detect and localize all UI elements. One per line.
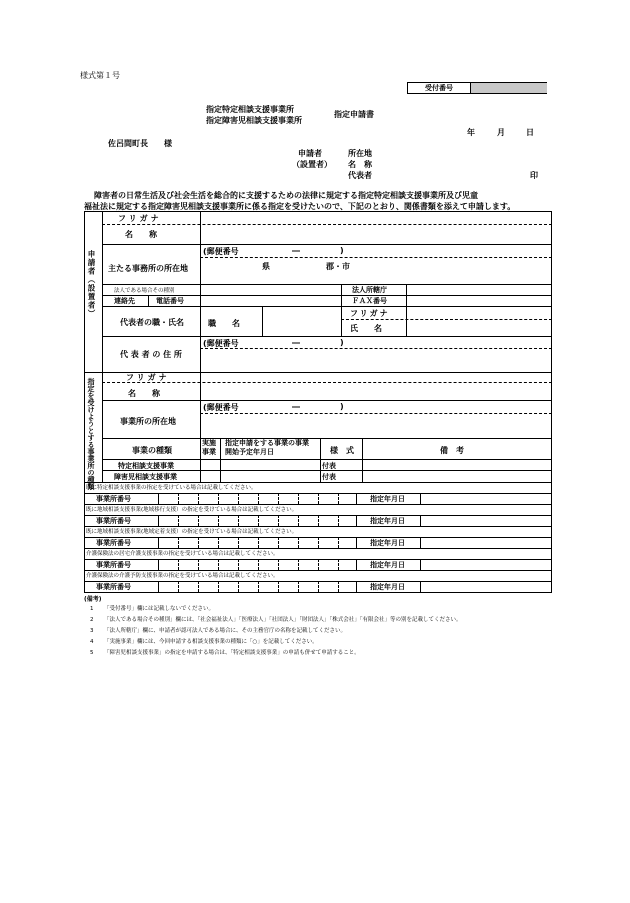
- digit-cell-divider: [218, 559, 219, 570]
- receipt-label: 受付番号: [425, 84, 453, 92]
- date-month: 月: [497, 128, 505, 137]
- digit-cell-divider: [198, 515, 199, 526]
- remarks-header: 備 考: [440, 446, 464, 455]
- digit-cell-divider: [278, 515, 279, 526]
- note-text: 「法人である場合その種別」欄には、「社会福祉法人」「医療法人」「社団法人」「財団法人」「株式会社」「有限会社」等の別を記載してください。: [104, 617, 462, 623]
- note-text: 「障害児相談支援事業」の指定を申請する場合は、「特定相談支援事業」の申請も併せて申請すること。: [104, 650, 360, 656]
- designation-date-label: 指定年月日: [370, 561, 405, 569]
- digit-cell-divider: [178, 515, 179, 526]
- note-text: 「受付番号」欄には記載しないでください。: [104, 606, 215, 612]
- sep3: [200, 257, 552, 258]
- existing-caption: 既に特定相談支援事業の指定を受けている場合は記載してください。: [86, 485, 257, 491]
- addressee: 佐呂間町長 様: [108, 139, 172, 148]
- digit-cell-divider: [238, 581, 239, 592]
- sec1-vertical: 申請者（設置者）: [87, 250, 96, 318]
- sep14: [102, 336, 552, 337]
- digit-cell-divider: [178, 537, 179, 548]
- existing-caption: 既に地域相談支援事業(地域定着支援）の指定を受けている場合は記載してください。: [86, 529, 298, 535]
- digit-cell-divider: [218, 515, 219, 526]
- date-value-divider: [420, 493, 421, 504]
- sep24: [362, 438, 363, 482]
- intro-line2: 福祉法に規定する指定障害児相談支援事業所に係る指定を受けたいので、下記のとおり、関係書類を添えて申請します。: [84, 202, 516, 211]
- sep25: [102, 459, 552, 460]
- prefecture-label: 県: [262, 262, 270, 271]
- implement-header: 実施事業: [202, 439, 216, 456]
- digit-cell-divider: [158, 559, 159, 570]
- applicant-sub: （設置者）: [292, 160, 332, 169]
- city-label: 郡・市: [326, 262, 350, 271]
- furigana2-label: フリガナ: [350, 309, 390, 318]
- digit-cell-divider: [298, 493, 299, 504]
- note-number: 1: [90, 606, 94, 612]
- digit-cell-divider: [298, 515, 299, 526]
- date-value-divider: [420, 581, 421, 592]
- receipt-field[interactable]: [470, 83, 547, 93]
- sep20: [102, 438, 552, 439]
- sec2-divider: [102, 372, 103, 482]
- sec2-address: 事業所の所在地: [120, 417, 176, 426]
- digit-cell-divider: [338, 515, 339, 526]
- intro-line1: 障害者の日常生活及び社会生活を総合的に支援するための法律に規定する指定特定相談支援事業所及び児童: [94, 191, 478, 200]
- postal-close-3: ): [340, 402, 344, 411]
- digit-cell-divider: [158, 581, 159, 592]
- date-divider: [356, 581, 357, 592]
- postal-dash-1: ―: [292, 246, 300, 255]
- applicant-rep: 代表者: [348, 171, 372, 180]
- existing-caption: 介護保険法の居宅介護支援事業の指定を受けている場合は記載してください。: [86, 551, 279, 557]
- sep23: [320, 438, 321, 482]
- postal-open-2: (郵便番号: [203, 339, 239, 348]
- attached-1: 付表: [322, 462, 336, 470]
- existing-caption: 介護保険法の介護予防支援事業の指定を受けている場合は記載してください。: [86, 573, 279, 579]
- sep2: [102, 244, 552, 245]
- digit-cell-divider: [258, 537, 259, 548]
- title-line2: 指定障害児相談支援事業所: [206, 116, 302, 125]
- format-header: 様 式: [330, 446, 354, 455]
- office-number-label: 事業所番号: [96, 539, 131, 547]
- note-item: [90, 637, 318, 645]
- sec2-name: 名 称: [128, 389, 160, 398]
- digit-cell-divider: [178, 559, 179, 570]
- service-type-header: 事業の種類: [132, 446, 172, 455]
- digit-cell-divider: [198, 493, 199, 504]
- note-item: [90, 626, 346, 634]
- digit-cell-divider: [278, 537, 279, 548]
- digit-cell-divider: [178, 493, 179, 504]
- row-specific: 特定相談支援事業: [118, 462, 174, 470]
- digit-cell-divider: [258, 515, 259, 526]
- digit-cell-divider: [338, 559, 339, 570]
- date-divider: [356, 493, 357, 504]
- start-date-header: 指定申請をする事業の事業開始予定年月日: [225, 439, 309, 456]
- date-divider: [356, 537, 357, 548]
- digit-cell-divider: [218, 493, 219, 504]
- digit-cell-divider: [238, 515, 239, 526]
- date-value-divider: [420, 559, 421, 570]
- note-text: 「実施事業」欄には、今回申請する相談支援事業の種類に「○」を記載してください。: [104, 639, 318, 645]
- furigana-label: フリガナ: [118, 214, 162, 223]
- note-item: [90, 604, 214, 612]
- digit-cell-divider: [238, 559, 239, 570]
- note-item: [90, 648, 360, 656]
- position-label: 職 名: [208, 319, 240, 328]
- digit-cell-divider: [318, 493, 319, 504]
- title-suffix: 指定申請書: [334, 110, 374, 119]
- postal-close-2: ): [340, 338, 344, 347]
- note-number: 4: [90, 639, 94, 645]
- digit-cell-divider: [298, 581, 299, 592]
- attached-2: 付表: [322, 473, 336, 481]
- office-number-label: 事業所番号: [96, 495, 131, 503]
- date-divider: [356, 515, 357, 526]
- existing-caption: 既に地域相談支援事業(地域移行支援）の指定を受けている場合は記載してください。: [86, 507, 298, 513]
- digit-cell-divider: [218, 581, 219, 592]
- digit-cell-divider: [318, 515, 319, 526]
- full-name-label: 氏 名: [350, 324, 382, 333]
- sep10: [262, 306, 263, 336]
- sec2-furigana: フリガナ: [126, 373, 170, 382]
- sep19: [200, 413, 552, 414]
- postal-dash-3: ―: [292, 402, 300, 411]
- notes-heading: (備考): [84, 596, 102, 603]
- rep-title-label: 代表者の職・氏名: [120, 318, 184, 327]
- digit-cell-divider: [298, 559, 299, 570]
- name-field[interactable]: [202, 225, 548, 243]
- sec2-vertical: 指定を受けようとする事業所の種類: [87, 378, 95, 490]
- digit-cell-divider: [158, 537, 159, 548]
- postal-close-1: ): [340, 246, 344, 255]
- corp-juris-label: 法人所轄庁: [352, 286, 387, 294]
- date-value-divider: [420, 537, 421, 548]
- applicant-name: 名 称: [348, 160, 372, 169]
- sep12: [406, 306, 407, 336]
- form-id: 様式第１号: [80, 71, 120, 80]
- sep13: [341, 319, 552, 320]
- digit-cell-divider: [258, 493, 259, 504]
- digit-cell-divider: [198, 581, 199, 592]
- digit-cell-divider: [158, 493, 159, 504]
- sep8: [148, 295, 149, 306]
- phone-label: 電話番号: [156, 297, 184, 305]
- note-item: [90, 615, 462, 623]
- digit-cell-divider: [318, 581, 319, 592]
- digit-cell-divider: [278, 581, 279, 592]
- date-year: 年: [467, 128, 475, 137]
- corp-type-label: 法人である場合その種別: [114, 288, 175, 294]
- title-line1: 指定特定相談支援事業所: [206, 105, 294, 114]
- designation-date-label: 指定年月日: [370, 583, 405, 591]
- sep11: [341, 306, 342, 336]
- note-number: 2: [90, 617, 94, 623]
- sep17: [102, 382, 552, 383]
- sep26: [102, 470, 552, 471]
- office-number-label: 事業所番号: [96, 583, 131, 591]
- digit-cell-divider: [158, 515, 159, 526]
- contact-label: 連絡先: [114, 297, 135, 305]
- designation-date-label: 指定年月日: [370, 517, 405, 525]
- digit-cell-divider: [278, 493, 279, 504]
- rep-address-label: 代 表 者 の 住 所: [120, 350, 182, 359]
- digit-cell-divider: [238, 537, 239, 548]
- date-day: 日: [526, 128, 534, 137]
- postal-open-1: (郵便番号: [203, 247, 239, 256]
- digit-cell-divider: [198, 559, 199, 570]
- applicant-address: 所在地: [348, 149, 372, 158]
- digit-cell-divider: [338, 581, 339, 592]
- digit-cell-divider: [318, 537, 319, 548]
- note-number: 5: [90, 650, 94, 656]
- row-child: 障害児相談支援事業: [114, 473, 177, 481]
- designation-date-label: 指定年月日: [370, 539, 405, 547]
- office-number-label: 事業所番号: [96, 517, 131, 525]
- digit-cell-divider: [298, 537, 299, 548]
- digit-cell-divider: [258, 581, 259, 592]
- digit-cell-divider: [178, 581, 179, 592]
- digit-cell-divider: [318, 559, 319, 570]
- sep9: [102, 306, 552, 307]
- seal-label: 印: [530, 171, 538, 180]
- sep4: [102, 284, 552, 285]
- note-text: 「法人所轄庁」欄に、申請者が認可法人である場合に、その主務官庁の名称を記載してください。: [104, 628, 347, 634]
- sep21: [200, 438, 201, 482]
- designation-date-label: 指定年月日: [370, 495, 405, 503]
- applicant-label: 申請者: [298, 149, 322, 158]
- fax-label: ＦＡＸ番号: [352, 297, 387, 305]
- note-number: 3: [90, 628, 94, 634]
- name-label: 名 称: [125, 230, 157, 239]
- main-office-label: 主たる事務所の所在地: [108, 264, 188, 273]
- date-value-divider: [420, 515, 421, 526]
- digit-cell-divider: [278, 559, 279, 570]
- sep15: [200, 348, 552, 349]
- sep22: [220, 438, 221, 482]
- postal-dash-2: ―: [292, 338, 300, 347]
- digit-cell-divider: [258, 559, 259, 570]
- date-divider: [356, 559, 357, 570]
- receipt-box: [407, 82, 547, 94]
- sec1-divider: [102, 211, 103, 372]
- digit-cell-divider: [338, 537, 339, 548]
- digit-cell-divider: [198, 537, 199, 548]
- digit-cell-divider: [338, 493, 339, 504]
- postal-open-3: (郵便番号: [203, 403, 239, 412]
- digit-cell-divider: [238, 493, 239, 504]
- office-number-label: 事業所番号: [96, 561, 131, 569]
- digit-cell-divider: [218, 537, 219, 548]
- sep18: [102, 400, 552, 401]
